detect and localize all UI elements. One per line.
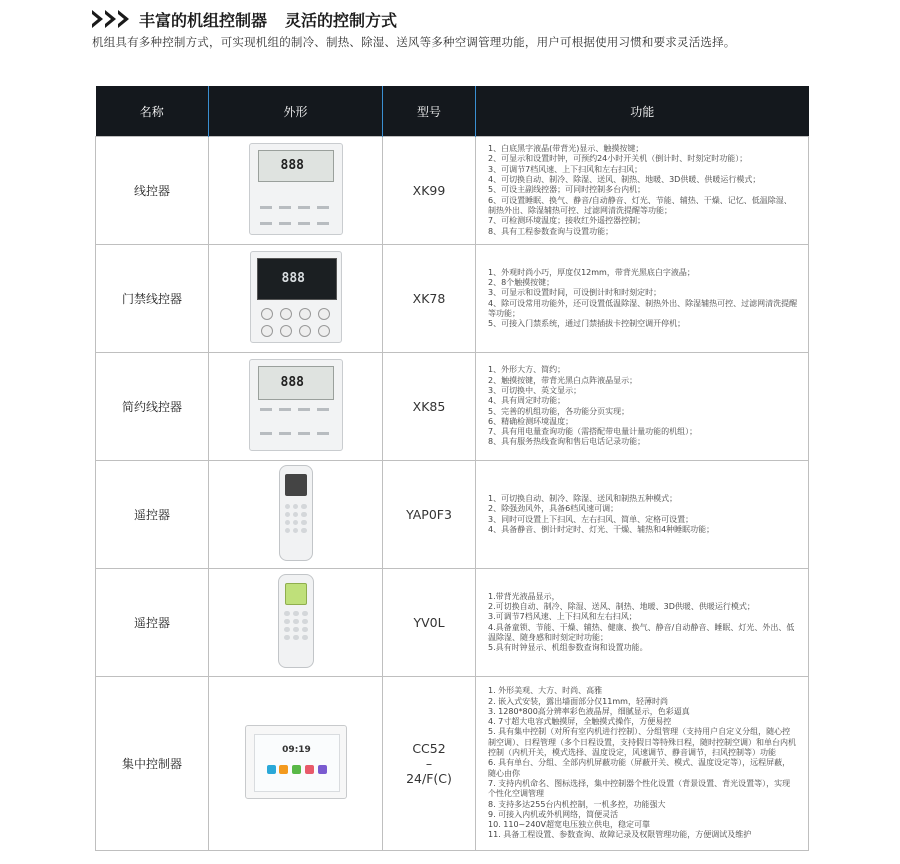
- table-row: [96, 461, 809, 569]
- function-item: 6. 具有单台、分组、全部内机屏蔽功能（屏蔽开关、模式、温度设定等），远程屏蔽，随心由你: [488, 758, 791, 778]
- function-item: 4.具备童锁、节能、干燥、辅热、健康、换气、静音/自动静音、睡眠、灯光、外出、低温除湿、随身感和时刻定时功能；: [488, 622, 795, 642]
- row-name: 遥控器: [96, 461, 209, 569]
- section-title: [139, 8, 397, 31]
- title-right: 灵活的控制方式: [285, 10, 398, 30]
- row-name: 门禁线控器: [96, 245, 209, 353]
- table-row: [96, 137, 809, 245]
- function-item: 2、可显示和设置时钟，可预约24小时开关机（倒计时、时刻定时功能）；: [488, 154, 748, 164]
- section-header: [92, 6, 397, 32]
- function-item: 8、具有工程参数查询与设置功能；: [488, 226, 614, 236]
- function-item: 3.可调节7档风速、上下扫风和左右扫风；: [488, 612, 637, 622]
- column-header-model: 型号: [383, 86, 476, 137]
- remote-control-green-screen-image: [278, 574, 314, 668]
- function-item: 4、具备静音、倒计时定时、灯光、干燥、辅热和4种睡眠功能；: [488, 524, 715, 534]
- table-row: [96, 245, 809, 353]
- function-item: 5、完善的机组功能，各功能分页实现；: [488, 406, 630, 416]
- function-item: 3、可显示和设置时间，可设倒计时和时刻定时；: [488, 288, 662, 298]
- function-item: 4、具有周定时功能；: [488, 396, 566, 406]
- row-name: 简约线控器: [96, 353, 209, 461]
- function-item: 3、可调节7档风速、上下扫风和左右扫风；: [488, 164, 643, 174]
- section-subtitle: 机组具有多种控制方式，可实现机组的制冷、制热、除湿、送风等多种空调管理功能，用户可根据使用习惯和要求灵活选择。: [92, 35, 736, 49]
- row-name: 遥控器: [96, 569, 209, 677]
- function-item: 7、具有用电量查询功能（需搭配带电量计量功能的机组）；: [488, 427, 698, 437]
- row-model: XK78: [383, 245, 476, 353]
- function-item: 11. 具备工程设置、参数查询、故障记录及权限管理功能，方便调试及维护: [488, 830, 752, 840]
- function-item: 3、可切换中、英文显示；: [488, 385, 582, 395]
- function-item: 4. 7寸超大电容式触摸屏，全触摸式操作，方便易控: [488, 717, 672, 727]
- function-item: 9. 可接入内机或外机网络，简便灵活: [488, 809, 619, 819]
- function-item: 5. 具有集中控制（对所有室内机进行控制）、分组管理（支持用户自定义分组，随心控制空调）、日程管理（多个日程设置，支持假日等特殊日程，随时控制空调）和单台内机控制（内机开关，模式选择、温度设定，风速调节、静音调节，扫风控制等）功能: [488, 727, 796, 758]
- function-item: 7、可检测环境温度；接收红外遥控器控制；: [488, 216, 646, 226]
- row-model: YV0L: [383, 569, 476, 677]
- row-functions: [476, 137, 809, 245]
- table-row: [96, 677, 809, 851]
- function-item: 1. 外形美观、大方、时尚、高雅: [488, 686, 603, 696]
- column-header-appearance: 外形: [209, 86, 383, 137]
- chevron-arrows-icon: [92, 10, 131, 28]
- row-model: YAP0F3: [383, 461, 476, 569]
- row-name: 集中控制器: [96, 677, 209, 851]
- column-header-functions: 功能: [476, 86, 809, 137]
- function-item: 8. 支持多达255台内机控制，一机多控，功能强大: [488, 799, 666, 809]
- function-item: 2.可切换自动、制冷、除湿、送风、制热、地暖、3D供暖、供暖运行模式；: [488, 601, 755, 611]
- function-item: 3、同时可设置上下扫风、左右扫风、简单、定格可设置；: [488, 514, 694, 524]
- row-functions: [476, 677, 809, 851]
- function-item: 1、外形大方、简约；: [488, 365, 566, 375]
- simple-controller-image: 888: [249, 359, 343, 451]
- table-row: [96, 569, 809, 677]
- row-model: XK85: [383, 353, 476, 461]
- row-functions: [476, 461, 809, 569]
- function-item: 1、可切换自动、制冷、除湿、送风和制热五种模式；: [488, 493, 678, 503]
- row-model: [383, 677, 476, 851]
- function-item: 7. 支持内机命名、图标选择，集中控制器个性化设置（背景设置、背光设置等），实现个性化空调管理: [488, 778, 791, 799]
- table-row: [96, 353, 809, 461]
- row-functions: [476, 569, 809, 677]
- row-functions: [476, 245, 809, 353]
- function-item: 5、可设主副线控器；可同时控制多台内机；: [488, 185, 646, 195]
- row-name: 线控器: [96, 137, 209, 245]
- function-item: 2、8个触摸按键；: [488, 277, 555, 287]
- function-item: 2. 嵌入式安装，露出墙面部分仅11mm，轻薄时尚: [488, 696, 668, 706]
- function-item: 6、精确检测环境温度；: [488, 416, 574, 426]
- row-functions: [476, 353, 809, 461]
- function-item: 10. 110~240V超宽电压独立供电，稳定可靠: [488, 820, 650, 830]
- remote-control-image: [279, 465, 313, 561]
- function-item: 1.带背光液晶显示，: [488, 591, 560, 601]
- screen-clock: 09:19: [282, 744, 311, 755]
- model-line: CC52: [412, 741, 446, 756]
- table-header-row: [96, 86, 809, 137]
- row-model: XK99: [383, 137, 476, 245]
- function-item: 8、具有服务热线查询和售后电话记录功能；: [488, 437, 646, 447]
- function-item: 2、除强劲风外，具备6档风速可调；: [488, 504, 619, 514]
- model-line: 24/F(C): [406, 771, 452, 786]
- function-item: 5、可接入门禁系统，通过门禁插拔卡控制空调开停机；: [488, 319, 686, 329]
- function-item: 5.具有时钟显示、机组参数查询和设置功能。: [488, 643, 648, 653]
- function-item: 6、可设置睡眠、换气、静音/自动静音、灯光、节能、辅热、干燥、记忆、低温除湿、制热外出、除湿辅热可控、过滤网清洗提醒等功能；: [488, 195, 792, 215]
- central-controller-image: [245, 725, 347, 799]
- model-line: –: [425, 756, 433, 771]
- title-left: 丰富的机组控制器: [139, 10, 268, 30]
- column-header-name: 名称: [96, 86, 209, 137]
- wired-controller-image: 888: [249, 143, 343, 235]
- function-item: 4、可切换自动、制冷、除湿、送风、制热、地暖、3D供暖、供暖运行模式；: [488, 175, 761, 185]
- function-item: 3. 1280*800高分辨率彩色液晶屏，细腻显示，色彩逼真: [488, 706, 690, 716]
- function-item: 1、外观时尚小巧，厚度仅12mm，带背光黑底白字液晶；: [488, 267, 695, 277]
- function-item: 2、触摸按键，带背光黑白点阵液晶显示；: [488, 375, 638, 385]
- function-item: 4、除可设常用功能外，还可设置低温除湿、制热外出、除湿辅热可控、过滤网清洗提醒等功能；: [488, 298, 798, 318]
- controller-spec-table: [95, 86, 809, 851]
- function-item: 1、白底黑字液晶(带背光)显示、触摸按键；: [488, 144, 644, 154]
- door-access-controller-image: 888: [250, 251, 342, 343]
